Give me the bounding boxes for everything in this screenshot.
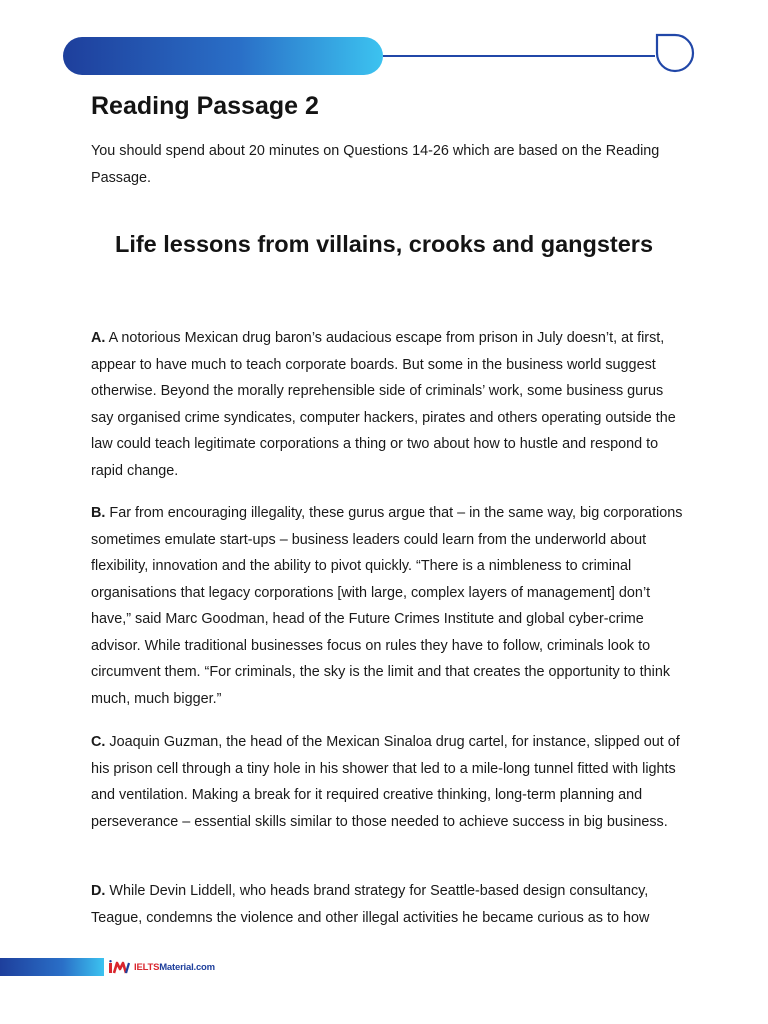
paragraph-label: B.: [91, 505, 106, 521]
logo-text-ielts: IELTS: [134, 961, 160, 973]
footer-gradient-bar: [0, 958, 104, 976]
header-gradient-bar: [63, 37, 383, 75]
paragraph-label: D.: [91, 883, 106, 899]
header-line: [383, 55, 655, 57]
paragraph-label: A.: [91, 330, 106, 346]
paragraph-c: [91, 729, 683, 835]
footer-logo[interactable]: [109, 958, 215, 976]
paragraph-d: [91, 878, 683, 931]
paragraph-label: C.: [91, 734, 106, 750]
ielts-material-logo-icon: [109, 960, 131, 974]
paragraph-b: [91, 500, 683, 712]
paragraph-a: [91, 325, 683, 484]
logo-text-material: Material.com: [159, 961, 215, 973]
paragraph-text: Joaquin Guzman, the head of the Mexican Sinaloa drug cartel, for instance, slipped out of his prison cell through a tiny hole in his shower that led to a mile-long tunnel fitted with lights and ventilation. Making a break for it required creative thinking, long-term planning and perseverance – essential skills similar to those needed to achieve success in big business.: [91, 734, 680, 830]
drop-outline-icon: [651, 31, 699, 79]
paragraph-text: A notorious Mexican drug baron’s audacious escape from prison in July doesn’t, at first, appear to have much to teach corporate boards. But some in the business world suggest otherwise. Beyond the morally reprehensible side of criminals’ work, some business gurus say organised crime syndicates, computer hackers, pirates and others operating outside the law could teach legitimate corporations a thing or two about how to hustle and respond to rapid change.: [91, 330, 676, 479]
paragraph-text: Far from encouraging illegality, these gurus argue that – in the same way, big corporations sometimes emulate start-ups – business leaders could learn from the underworld about flexibility, innovation and the ability to pivot quickly. “There is a nimbleness to criminal organisations that legacy corporations [with large, complex layers of management] don’t have,” said Marc Goodman, head of the Future Crimes Institute and global cyber-crime advisor. While traditional businesses focus on rules they have to follow, criminals look to circumvent them. “For criminals, the sky is the limit and that creates the opportunity to think much, much bigger.”: [91, 505, 683, 707]
passage-title: Life lessons from villains, crooks and gangsters: [114, 231, 654, 257]
paragraph-text: While Devin Liddell, who heads brand strategy for Seattle-based design consultancy, Teague, condemns the violence and other illegal activities he became curious as to how: [91, 883, 650, 926]
page-title: Reading Passage 2: [91, 92, 319, 120]
instructions: You should spend about 20 minutes on Questions 14-26 which are based on the Reading Passage.: [91, 143, 660, 186]
